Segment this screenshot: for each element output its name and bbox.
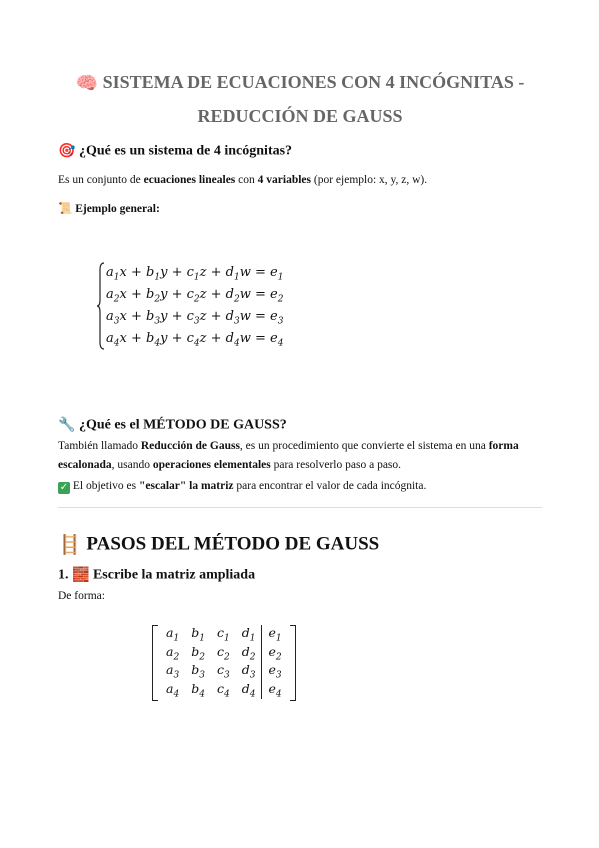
subscript: 1 [277, 272, 284, 283]
definition-bold: Reducción de Gauss [140, 440, 240, 452]
matrix-cell: $e_2$ [262, 644, 288, 663]
ladder-icon: 🪜 [58, 535, 82, 556]
subscript: 2 [113, 294, 120, 305]
matrix-cell: $c_2$ [216, 643, 230, 662]
matrix-cell: $b_4$ [191, 680, 205, 699]
bricks-icon: 🧱 [72, 568, 90, 583]
equation-row: $a_4x + b_4y + c_4z + d_4w = e_4$ [106, 331, 284, 349]
matrix-cell: $a_4$ [166, 680, 180, 699]
subscript: 3 [277, 316, 284, 327]
page-title [58, 66, 542, 133]
matrix-cell: $e_3$ [262, 662, 288, 681]
equation-row: $a_1x + b_1y + c_1z + d_1w = e_1$ [106, 265, 284, 283]
subscript: 2 [193, 294, 200, 305]
coefficient: d [225, 331, 234, 346]
definition-text: para resolverlo paso a paso. [270, 459, 402, 471]
coefficient: d [225, 287, 234, 302]
subscript: 2 [277, 294, 284, 305]
matrix-cell: $c_4$ [216, 680, 230, 699]
matrix-left-bracket [152, 625, 158, 701]
coefficient: c [186, 309, 194, 324]
matrix-cell: $d_1$ [241, 625, 256, 644]
matrix-cell: $c_3$ [216, 662, 230, 681]
coefficient: e [270, 309, 278, 324]
augmented-matrix [152, 625, 296, 699]
definition-text: (por ejemplo: x, y, z, w). [311, 174, 428, 186]
subscript: 4 [154, 338, 161, 349]
matrix-cell: $b_3$ [191, 662, 205, 681]
step-title: Escribe la matriz ampliada [92, 567, 256, 583]
equation-row: $a_3x + b_3y + c_3z + d_3w = e_3$ [106, 309, 284, 327]
subscript: 4 [113, 338, 120, 349]
matrix-cell: $e_1$ [262, 625, 288, 644]
subscript: 3 [193, 316, 200, 327]
subscript: 3 [154, 316, 161, 327]
matrix-cell: $a_2$ [166, 643, 180, 662]
gauss-definition [58, 437, 542, 475]
steps-heading-text: PASOS DEL MÉTODO DE GAUSS [86, 533, 380, 555]
coefficient: c [186, 331, 194, 346]
title-line1: SISTEMA DE ECUACIONES CON 4 INCÓGNITAS - [102, 72, 525, 92]
equation-row: $a_2x + b_2y + c_2z + d_2w = e_2$ [106, 287, 284, 305]
brain-icon: 🧠 [75, 73, 99, 94]
step-number: 1. [58, 567, 69, 583]
subscript: 2 [233, 294, 240, 305]
matrix-cell: $d_3$ [241, 662, 256, 681]
goal-bold: "escalar" la matriz [139, 480, 234, 492]
definition-bold: ecuaciones lineales [143, 174, 236, 186]
matrix-right-bracket [290, 625, 296, 701]
check-icon: ✓ [59, 482, 69, 493]
matrix-cell: $b_1$ [191, 625, 205, 644]
matrix-row [160, 644, 288, 663]
coefficient: b [146, 309, 155, 324]
subscript: 4 [277, 338, 284, 349]
coefficient: d [225, 309, 234, 324]
definition-text: Es un conjunto de [58, 174, 144, 186]
goal-text: para encontrar el valor de cada incógnita. [233, 480, 427, 492]
section-heading-gauss [58, 417, 287, 434]
coefficient: e [270, 331, 278, 346]
coefficient: d [225, 265, 234, 280]
definition-text: , es un procedimiento que convierte el sistema en una [239, 440, 489, 452]
subscript: 4 [193, 338, 200, 349]
subscript: 1 [233, 272, 240, 283]
matrix-row [160, 662, 288, 681]
matrix-row [160, 681, 288, 700]
wrench-icon: 🔧 [58, 418, 76, 433]
matrix-cell: $b_2$ [191, 643, 205, 662]
matrix-cell: $a_3$ [166, 662, 180, 681]
matrix-cell: $c_1$ [216, 625, 230, 644]
definition-text: También llamado [58, 440, 141, 452]
system-definition [58, 171, 542, 190]
coefficient: c [186, 287, 194, 302]
coefficient: b [146, 265, 155, 280]
goal-text: El objetivo es [70, 480, 139, 492]
definition-bold: operaciones elementales [152, 459, 271, 471]
coefficient: a [106, 331, 114, 346]
coefficient: b [146, 331, 155, 346]
coefficient: a [106, 265, 114, 280]
matrix-row [160, 625, 288, 644]
subscript: 4 [233, 338, 240, 349]
subscript: 1 [113, 272, 120, 283]
step1-text: De forma: [58, 590, 105, 602]
target-icon: 🎯 [58, 144, 76, 159]
coefficient: e [270, 265, 278, 280]
matrix-cell: $d_2$ [241, 643, 256, 662]
subscript: 1 [193, 272, 200, 283]
matrix-cell: $a_1$ [166, 625, 180, 644]
section-heading-system [58, 143, 292, 160]
coefficient: a [106, 287, 114, 302]
definition-text: con [235, 174, 258, 186]
definition-text: , usando [111, 459, 153, 471]
subscript: 2 [154, 294, 161, 305]
section-heading-text: ¿Qué es un sistema de 4 incógnitas? [78, 143, 293, 159]
equation-system [106, 262, 283, 350]
scroll-icon: 📜 [58, 203, 73, 215]
title-line2: REDUCCIÓN DE GAUSS [197, 106, 403, 127]
example-label [58, 200, 542, 219]
matrix-cell: $d_4$ [241, 680, 256, 699]
section-divider [58, 507, 542, 508]
definition-bold: 4 variables [257, 174, 311, 186]
steps-heading [58, 533, 379, 557]
subscript: 3 [233, 316, 240, 327]
subscript: 1 [154, 272, 161, 283]
coefficient: c [186, 265, 194, 280]
example-label-text: Ejemplo general: [75, 203, 160, 216]
coefficient: e [270, 287, 278, 302]
step1-heading [58, 567, 255, 584]
section-heading-text: ¿Qué es el MÉTODO DE GAUSS? [78, 417, 287, 433]
gauss-goal [58, 477, 542, 496]
matrix-body [160, 625, 288, 699]
matrix-cell: $e_4$ [262, 681, 288, 700]
subscript: 3 [113, 316, 120, 327]
coefficient: a [106, 309, 114, 324]
left-brace [97, 262, 105, 350]
definition-bold: forma escalonada [58, 440, 519, 471]
coefficient: b [146, 287, 155, 302]
